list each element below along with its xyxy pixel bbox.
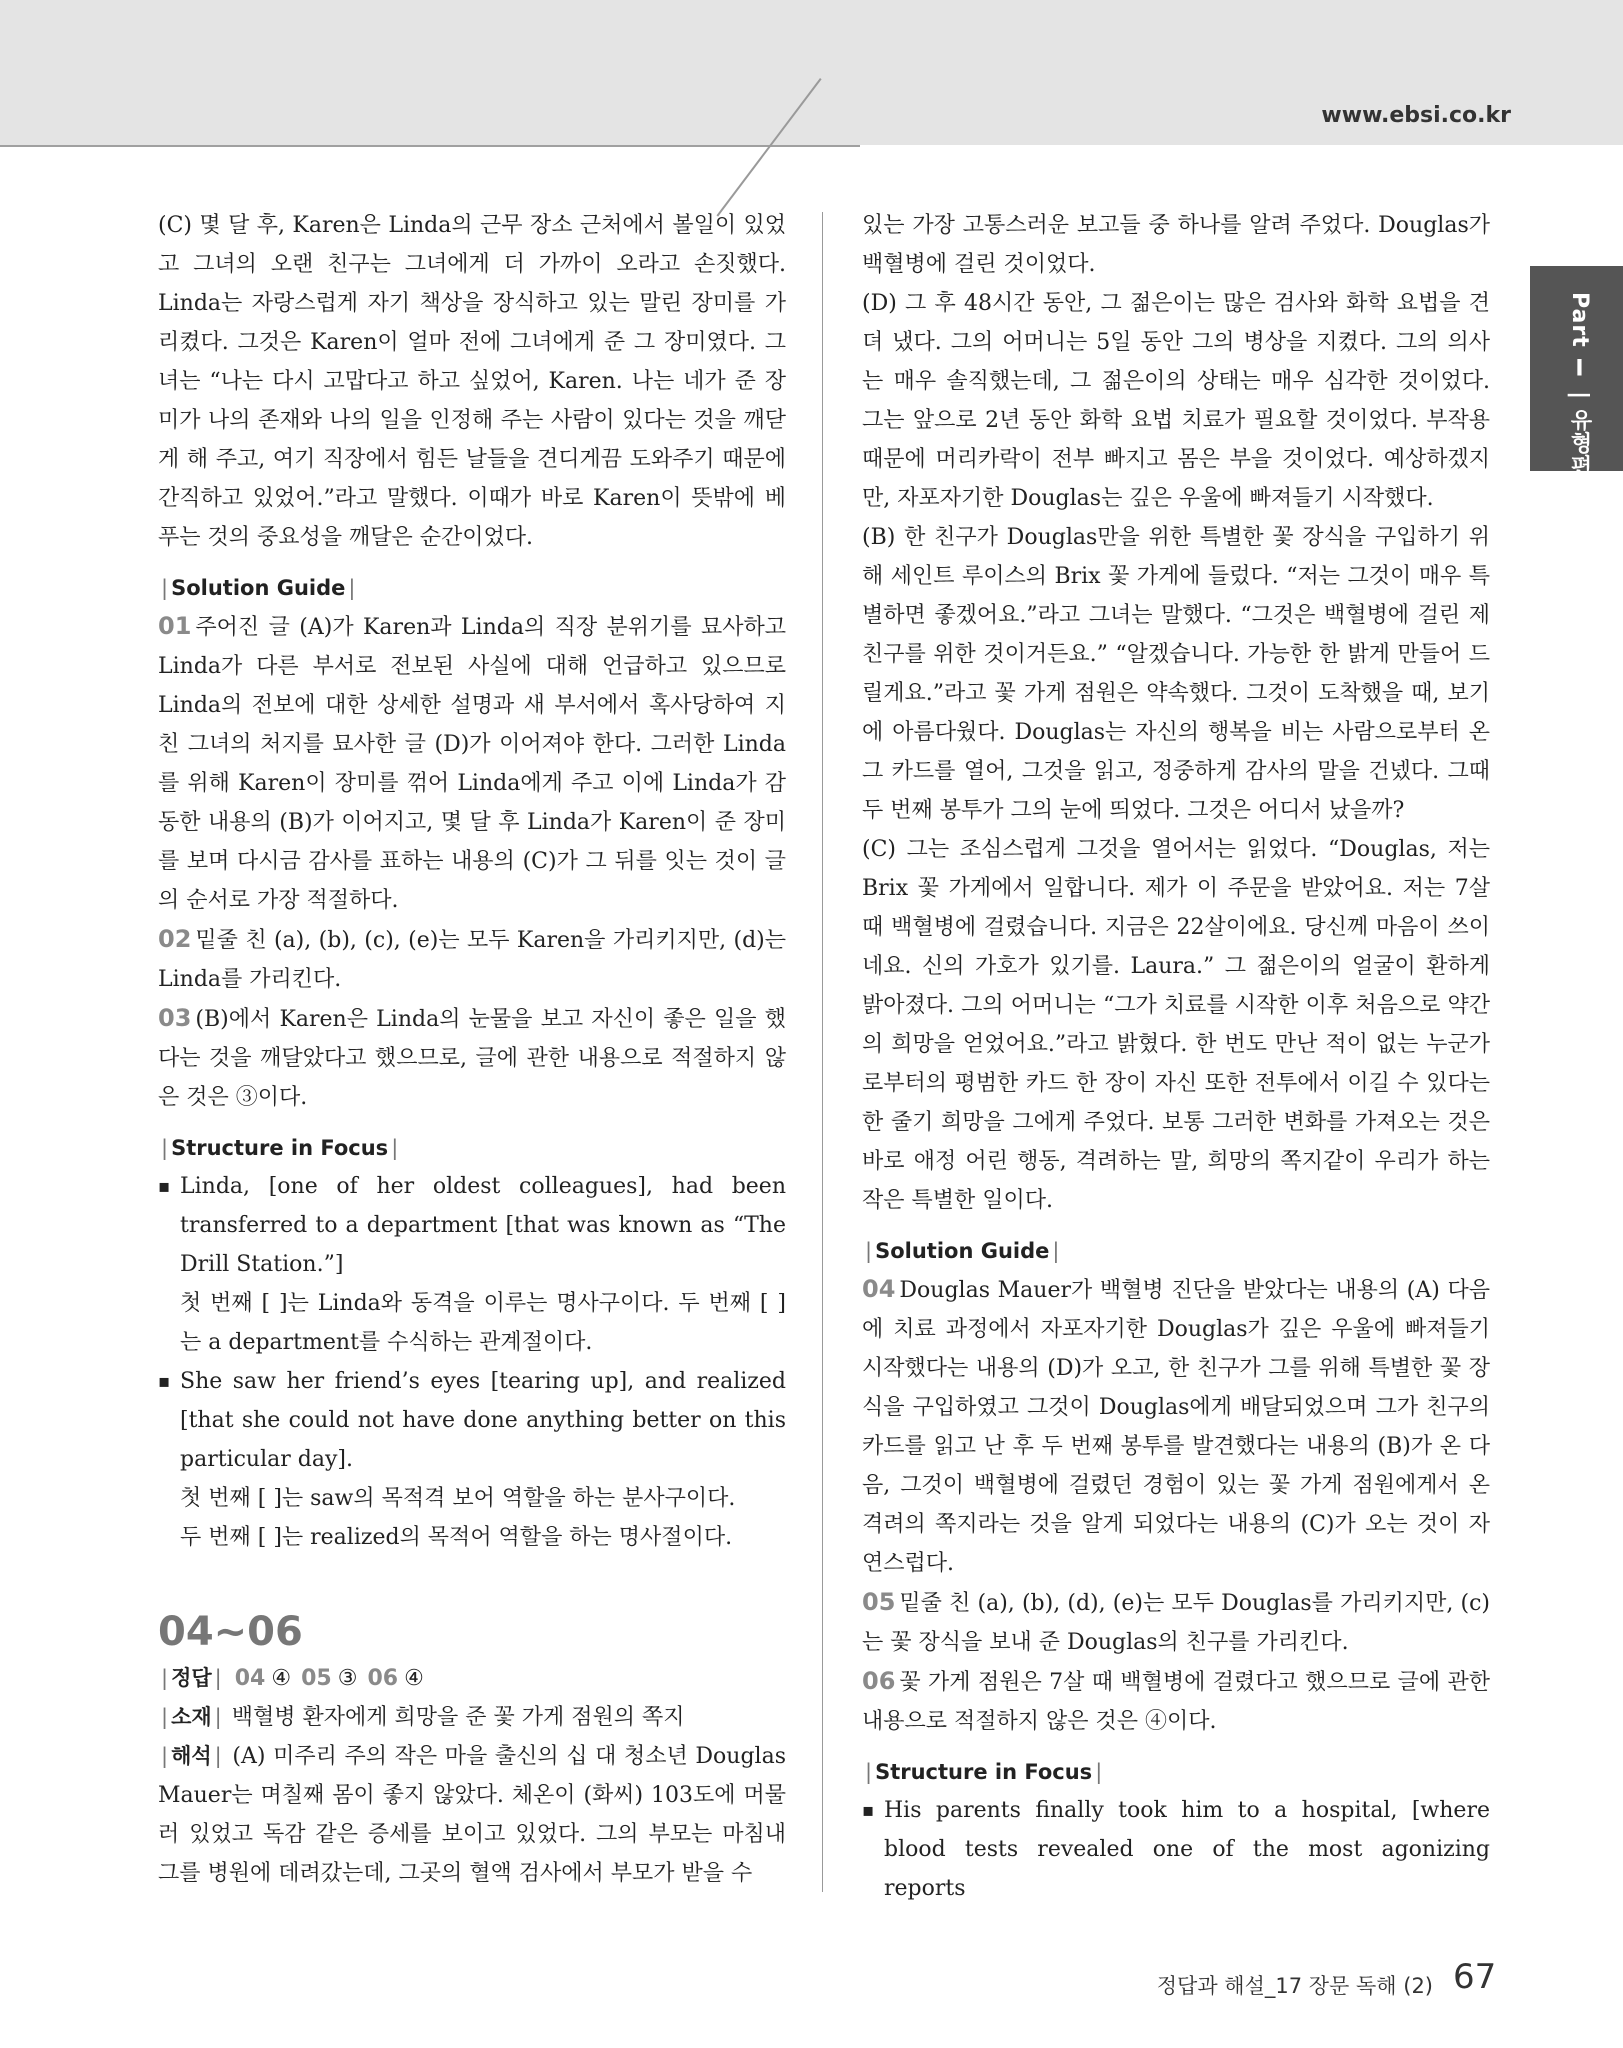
translation-a: | 해석 | (A) 미주리 주의 작은 마을 출신의 십 대 청소년 Douglas Mauer는 며칠째 몸이 좋지 않았다. 체온이 (화씨) 103도에 머물러 있었고 독감 같은 증세를 보이고 있었다. 그의 부모는 마침내 그를 병원에 데려갔는데, 그곳의 혈액 검사에서 부모가 받을 수 (158, 1744, 786, 1886)
page-number: 67 (1453, 1957, 1497, 1997)
structure-note-2b: 두 번째 [ ]는 realized의 목적어 역할을 하는 명사절이다. (180, 1525, 733, 1550)
header-rule (0, 145, 860, 147)
left-column (158, 206, 786, 1893)
side-tab-label: Part Ⅰ | 유형편 (1567, 292, 1592, 478)
q02-explanation: 02 밑줄 친 (a), (b), (c), (e)는 모두 Karen을 가리키지만, (d)는 Linda를 가리킨다. (158, 925, 786, 992)
q03-explanation: 03 (B)에서 Karen은 Linda의 눈물을 보고 자신이 좋은 일을 했다는 것을 깨달았다고 했으므로, 글에 관한 내용으로 적절하지 않은 것은 ③이다. (158, 1004, 786, 1110)
q04-explanation: 04 Douglas Mauer가 백혈병 진단을 받았다는 내용의 (A) 다음에 치료 과정에서 자포자기한 Douglas가 깊은 우울에 빠져들기 시작했다는 내용의 (D)가 오고, 한 친구가 그를 위해 특별한 꽃 장식을 구입하였고 그것이 Douglas에게 배달되었으며 그가 친구의 카드를 읽고 난 후 두 번째 봉투를 발견했다는 내용의 (B)가 온 다음, 그것이 백혈병에 걸렸던 경험이 있는 꽃 가게 점원에게서 온 격려의 쪽지라는 것을 알게 되었다는 내용의 (C)가 오는 것이 자연스럽다. (862, 1275, 1490, 1576)
translation-c: (C) 그는 조심스럽게 그것을 열어서는 읽었다. “Douglas, 저는 Brix 꽃 가게에서 일합니다. 제가 이 주문을 받았어요. 저는 7살 때 백혈병에 걸렸습니다. 지금은 22살이에요. 당신께 마음이 쓰이네요. 신의 가호가 있기를. Laura.” 그 젊은이의 얼굴이 환하게 밝아졌다. 그의 어머니는 “그가 치료를 시작한 이후 처음으로 약간의 희망을 얻었어요.”라고 밝혔다. 한 번도 만난 적이 없는 누군가로부터의 평범한 카드 한 장이 자신 또한 전투에서 이길 수 있다는 한 줄기 희망을 그에게 주었다. 보통 그러한 변화를 가져오는 것은 바로 애정 어린 행동, 격려하는 말, 희망의 쪽지같이 우리가 하는 작은 특별한 일이다. (862, 837, 1490, 1213)
right-column (862, 206, 1490, 1908)
site-url[interactable]: www.ebsi.co.kr (1321, 103, 1511, 128)
q06-explanation: 06 꽃 가게 점원은 7살 때 백혈병에 걸렸다고 했으므로 글에 관한 내용으로 적절하지 않은 것은 ④이다. (862, 1667, 1490, 1734)
solution-guide-heading: | Solution Guide | (161, 576, 356, 600)
answer-line: | 정답 | 04 ④ 05 ③ 06 ④ (161, 1666, 424, 1691)
structure-sentence-2: ▪ She saw her friend’s eyes [tearing up], and realized [that she could not have done anything better on this particular day]. (158, 1362, 786, 1479)
structure-sentence-3: ▪ His parents finally took him to a hospital, [where blood tests revealed one of the most agonizing reports (862, 1791, 1490, 1908)
translation-b: (B) 한 친구가 Douglas만을 위한 특별한 꽃 장식을 구입하기 위해 세인트 루이스의 Brix 꽃 가게에 들렀다. “저는 그것이 매우 특별하면 좋겠어요.”라고 그녀는 말했다. “그것은 백혈병에 걸린 제 친구를 위한 것이거든요.” “알겠습니다. 가능한 한 밝게 만들어 드릴게요.”라고 꽃 가게 점원은 약속했다. 그것이 도착했을 때, 보기에 아름다웠다. Douglas는 자신의 행복을 비는 사람으로부터 온 그 카드를 열어, 그것을 읽고, 정중하게 감사의 말을 건넸다. 그때 두 번째 봉투가 그의 눈에 띄었다. 그것은 어디서 났을까? (862, 525, 1490, 823)
topic-line: | 소재 | 백혈병 환자에게 희망을 준 꽃 가게 점원의 쪽지 (161, 1705, 685, 1730)
structure-note-1: 첫 번째 [ ]는 Linda와 동격을 이루는 명사구이다. 두 번째 [ ]는 a department를 수식하는 관계절이다. (180, 1291, 786, 1355)
passage-c-translation: (C) 몇 달 후, Karen은 Linda의 근무 장소 근처에서 볼일이 있었고 그녀의 오랜 친구는 그녀에게 더 가까이 오라고 손짓했다. Linda는 자랑스럽게 자기 책상을 장식하고 있는 말린 장미를 가리켰다. 그것은 Karen이 얼마 전에 그녀에게 준 그 장미였다. 그녀는 “나는 다시 고맙다고 하고 싶었어, Karen. 나는 네가 준 장미가 나의 존재와 나의 일을 인정해 주는 사람이 있다는 것을 깨닫게 해 주고, 여기 직장에서 힘든 날들을 견디게끔 도와주기 때문에 간직하고 있었어.”라고 말했다. 이때가 바로 Karen이 뜻밖에 베푸는 것의 중요성을 깨달은 순간이었다. (158, 213, 786, 550)
q05-explanation: 05 밑줄 친 (a), (b), (d), (e)는 모두 Douglas를 가리키지만, (c)는 꽃 장식을 보내 준 Douglas의 친구를 가리킨다. (862, 1588, 1490, 1655)
structure-note-2a: 첫 번째 [ ]는 saw의 목적격 보어 역할을 하는 분사구이다. (180, 1486, 736, 1511)
structure-sentence-1: ▪ Linda, [one of her oldest colleagues], had been transferred to a department [that was known as “The Drill Station.”] (158, 1167, 786, 1284)
structure-focus-heading: | Structure in Focus | (161, 1136, 399, 1160)
translation-d: (D) 그 후 48시간 동안, 그 젊은이는 많은 검사와 화학 요법을 견뎌 냈다. 그의 어머니는 5일 동안 그의 병상을 지켰다. 그의 의사는 매우 솔직했는데, 그 젊은이의 상태는 매우 심각한 것이었다. 그는 앞으로 2년 동안 화학 요법 치료가 필요할 것이었다. 부작용 때문에 머리카락이 전부 빠지고 몸은 부을 것이었다. 예상하겠지만, 자포자기한 Douglas는 깊은 우울에 빠져들기 시작했다. (862, 291, 1490, 511)
column-divider (822, 212, 823, 1892)
structure-focus-heading-2: | Structure in Focus | (865, 1760, 1103, 1784)
q01-explanation: 01 주어진 글 (A)가 Karen과 Linda의 직장 분위기를 묘사하고 Linda가 다른 부서로 전보된 사실에 대해 언급하고 있으므로 Linda의 전보에 대한 상세한 설명과 새 부서에서 혹사당하여 지친 그녀의 처지를 묘사한 글 (D)가 이어져야 한다. 그러한 Linda를 위해 Karen이 장미를 꺾어 Linda에게 주고 이에 Linda가 감동한 내용의 (B)가 이어지고, 몇 달 후 Linda가 Karen이 준 장미를 보며 다시금 감사를 표하는 내용의 (C)가 그 뒤를 잇는 것이 글의 순서로 가장 적절하다. (158, 612, 786, 913)
translation-a-continued: 있는 가장 고통스러운 보고들 중 하나를 알려 주었다. Douglas가 백혈병에 걸린 것이었다. (862, 213, 1490, 277)
solution-guide-heading-2: | Solution Guide | (865, 1239, 1060, 1263)
footer-section-title: 정답과 해설_17 장문 독해 (2) (1156, 1974, 1433, 1998)
question-set-title: 04~06 (158, 1609, 303, 1655)
